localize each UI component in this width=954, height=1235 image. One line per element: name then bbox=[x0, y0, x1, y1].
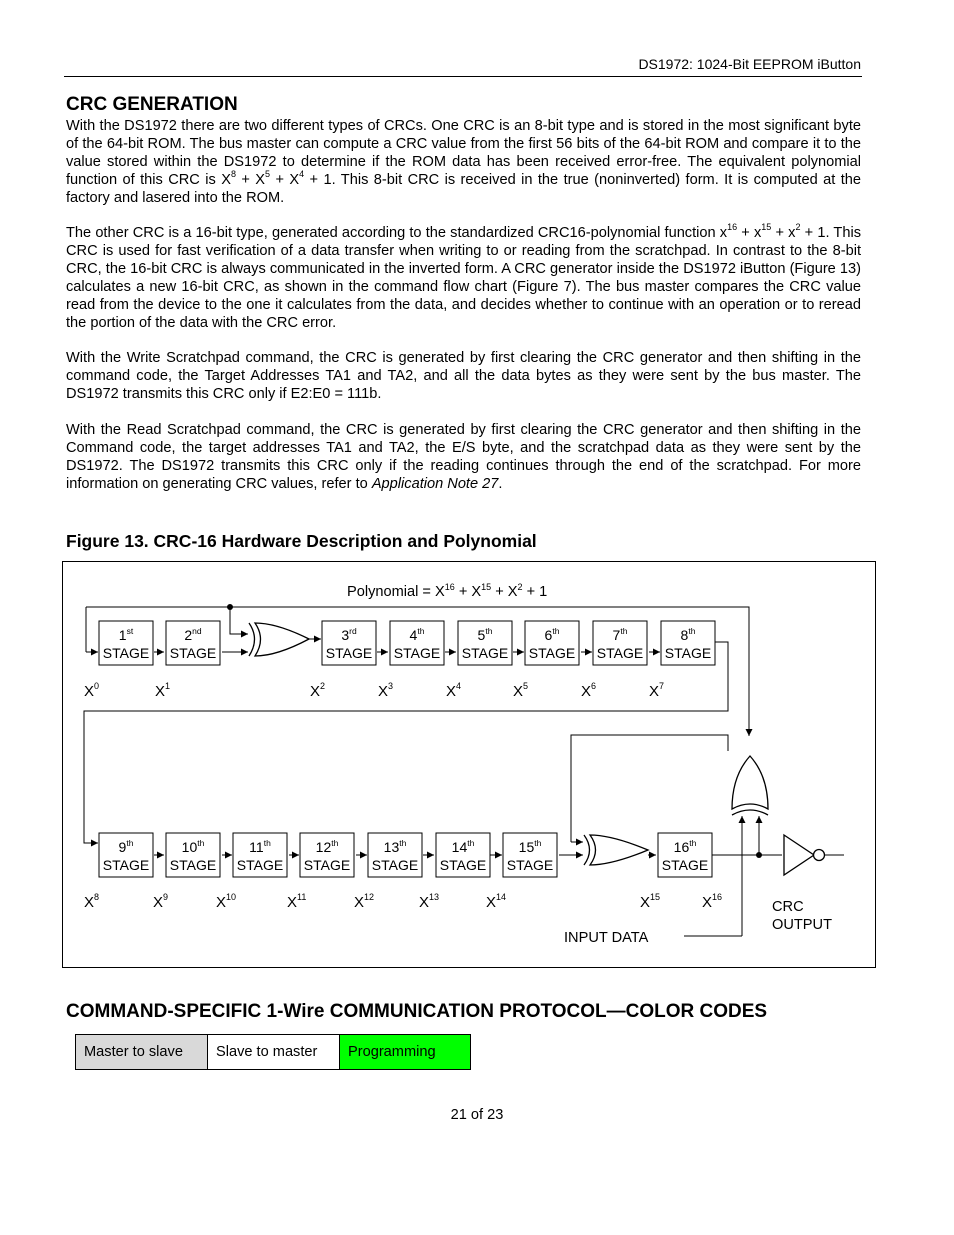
legend-programming: Programming bbox=[340, 1035, 471, 1070]
tap-labels-row-2 bbox=[84, 892, 722, 911]
legend-master-to-slave: Master to slave bbox=[76, 1035, 208, 1070]
shift-stage-13 bbox=[368, 833, 422, 877]
tap-label-x15: $X^{15}$ bbox=[640, 892, 661, 911]
stage-word: STAGE bbox=[102, 857, 150, 873]
stage-word: STAGE bbox=[393, 645, 441, 661]
stage-ordinal-6: 6th bbox=[544, 626, 560, 643]
crc-generation-heading: CRC GENERATION bbox=[66, 94, 238, 115]
stage-ordinal-2: 2nd bbox=[184, 626, 202, 643]
stage-ordinal-16: 16th bbox=[673, 838, 697, 855]
tap-label-x3: $X^3$ bbox=[378, 681, 394, 700]
input-data-label: INPUT DATA bbox=[564, 930, 649, 946]
app-note-reference: Application Note 27 bbox=[371, 475, 499, 492]
tap-label-x12: $X^{12}$ bbox=[354, 892, 375, 911]
crc-output-label-line1: CRC bbox=[772, 899, 804, 915]
tap-labels-row-1 bbox=[84, 681, 664, 700]
xor-gate-feedback bbox=[732, 756, 768, 815]
shift-stage-16 bbox=[658, 833, 712, 877]
stage-ordinal-5: 5th bbox=[477, 626, 493, 643]
shift-stage-5 bbox=[458, 621, 512, 665]
shift-stage-12 bbox=[300, 833, 354, 877]
inverter-gate bbox=[784, 835, 825, 875]
shift-stage-11 bbox=[233, 833, 287, 877]
stage-word: STAGE bbox=[661, 857, 709, 873]
shift-stage-4 bbox=[390, 621, 444, 665]
stage-word: STAGE bbox=[169, 645, 217, 661]
crc-paragraph-1: With the DS1972 there are two different types of CRCs. One CRC is an 8-bit type and is stored in the most significant byte of the 64-bit ROM. The bus master can compute a CRC value from the first 56 bits of the 64-bit ROM and compare it to the value stored within the DS1972 to determine if the ROM data has been received error-free. The equivalent polynomial function of this CRC is $X^8 + X^5 + X^4 + 1$. This 8-bit CRC is received in the true (noninverted) form. It is computed at the factory and lasered into the ROM. bbox=[66, 118, 861, 206]
stage-word: STAGE bbox=[371, 857, 419, 873]
tap-label-x16: $X^{16}$ bbox=[702, 892, 723, 911]
stage-ordinal-14: 14th bbox=[451, 838, 475, 855]
stage-word: STAGE bbox=[102, 645, 150, 661]
stage-ordinal-3: 3rd bbox=[341, 626, 357, 643]
stage-word: STAGE bbox=[664, 645, 712, 661]
stage-word: STAGE bbox=[439, 857, 487, 873]
tap-label-x10: $X^{10}$ bbox=[216, 892, 237, 911]
stage-word: STAGE bbox=[506, 857, 554, 873]
crc16-hardware-diagram bbox=[62, 561, 876, 968]
shift-stage-10 bbox=[166, 833, 220, 877]
stage-row-1 bbox=[99, 621, 715, 665]
crc-output-label-line2: OUTPUT bbox=[772, 917, 832, 933]
stage-ordinal-8: 8th bbox=[680, 626, 696, 643]
stage-word: STAGE bbox=[236, 857, 284, 873]
stage-word: STAGE bbox=[528, 645, 576, 661]
stage-ordinal-15: 15th bbox=[518, 838, 542, 855]
tap-label-x2: $X^2$ bbox=[310, 681, 326, 700]
shift-stage-7 bbox=[593, 621, 647, 665]
tap-label-x6: $X^6$ bbox=[581, 681, 597, 700]
tap-label-x1: $X^1$ bbox=[155, 681, 171, 700]
tap-label-x11: $X^{11}$ bbox=[287, 892, 307, 911]
stage-ordinal-4: 4th bbox=[409, 626, 425, 643]
shift-stage-1 bbox=[99, 621, 153, 665]
stage-word: STAGE bbox=[303, 857, 351, 873]
xor-gate-top bbox=[249, 623, 309, 656]
xor-gate-middle bbox=[584, 835, 648, 865]
polynomial-label: Polynomial = $X^{16} + X^{15} + X^2 + 1$ bbox=[347, 582, 548, 600]
shift-stage-6 bbox=[525, 621, 579, 665]
command-protocol-heading: COMMAND-SPECIFIC 1-Wire COMMUNICATION PROTOCOL—COLOR CODES bbox=[66, 1001, 768, 1022]
crc-paragraph-2: The other CRC is a 16-bit type, generated according to the standardized CRC16-polynomial function $x^{16} + x^{15} + x^2 + 1$. This CRC is used for fast verification of a data transfer when writing to or reading from the scratchpad. In contrast to the 8-bit CRC, the 16-bit CRC is always communicated in the inverted form. A CRC generator inside the DS1972 iButton (Figure 13) calculates a new 16-bit CRC, as shown in the command flow chart (Figure 7). The bus master compares the CRC value read from the device to the one it calculates from the data, and decides whether to continue with an operation or to reread the portion of the data with the CRC error. bbox=[66, 222, 862, 331]
stage-ordinal-10: 10th bbox=[181, 838, 205, 855]
header-rule bbox=[64, 76, 862, 77]
stage-ordinal-11: 11th bbox=[249, 838, 271, 855]
tap-label-x14: $X^{14}$ bbox=[486, 892, 507, 911]
tap-label-x4: $X^4$ bbox=[446, 681, 462, 700]
tap-label-x0: $X^0$ bbox=[84, 681, 100, 700]
legend-slave-to-master: Slave to master bbox=[208, 1035, 340, 1070]
shift-stage-14 bbox=[436, 833, 490, 877]
stage-ordinal-13: 13th bbox=[383, 838, 407, 855]
shift-stage-2 bbox=[166, 621, 220, 665]
shift-stage-15 bbox=[503, 833, 557, 877]
stage-ordinal-12: 12th bbox=[315, 838, 339, 855]
stage-ordinal-1: 1st bbox=[118, 626, 134, 643]
tap-label-x8: $X^8$ bbox=[84, 892, 100, 911]
crc-paragraph-4: With the Read Scratchpad command, the CRC is generated by first clearing the CRC generator and then shifting in the Command code, the target addresses TA1 and TA2, the E/S byte, and the scratchpad data as they were sent by the DS1972. The DS1972 transmits this CRC only if the reading continues through the end of the scratchpad. For more information on generating CRC values, refer to Application Note 27. bbox=[66, 422, 861, 492]
tap-label-x13: $X^{13}$ bbox=[419, 892, 440, 911]
tap-label-x5: $X^5$ bbox=[513, 681, 529, 700]
stage-word: STAGE bbox=[461, 645, 509, 661]
stage-word: STAGE bbox=[325, 645, 373, 661]
stage-word: STAGE bbox=[596, 645, 644, 661]
stage-ordinal-9: 9th bbox=[118, 838, 134, 855]
tap-label-x9: $X^9$ bbox=[153, 892, 169, 911]
shift-stage-3 bbox=[322, 621, 376, 665]
figure-caption: Figure 13. CRC-16 Hardware Description and Polynomial bbox=[66, 531, 537, 551]
shift-stage-9 bbox=[99, 833, 153, 877]
tap-label-x7: $X^7$ bbox=[649, 681, 665, 700]
color-code-legend bbox=[75, 1034, 471, 1070]
shift-stage-8 bbox=[661, 621, 715, 665]
page-header: DS1972: 1024-Bit EEPROM iButton bbox=[638, 56, 861, 72]
crc-paragraph-3: With the Write Scratchpad command, the CRC is generated by first clearing the CRC generator and then shifting in the command code, the Target Addresses TA1 and TA2, and all the data bytes as they were sent by the bus master. The DS1972 transmits this CRC only if E2:E0 = 111b. bbox=[66, 350, 861, 402]
stage-ordinal-7: 7th bbox=[612, 626, 628, 643]
page-number: 21 of 23 bbox=[450, 1107, 504, 1123]
stage-word: STAGE bbox=[169, 857, 217, 873]
